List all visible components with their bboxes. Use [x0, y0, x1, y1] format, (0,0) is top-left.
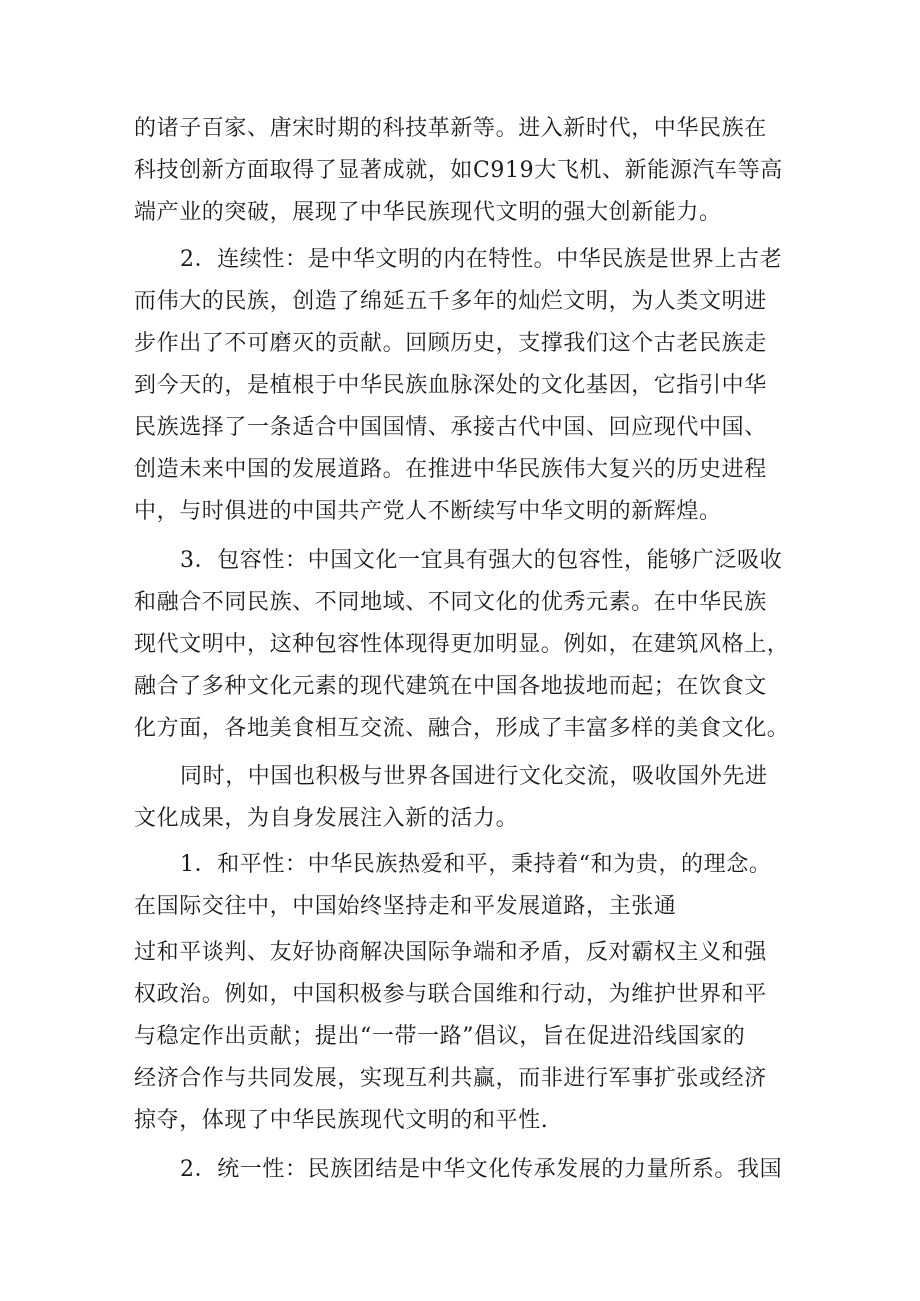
- text-line: 同时，中国也积极与世界各国进行文化交流，吸收国外先进: [180, 764, 768, 789]
- text-line: 中，与时俱进的中国共产党人不断续写中华文明的新辉煌。: [134, 499, 722, 524]
- text-line: 民族选择了一条适合中国国情、承接古代中国、回应现代中国、: [134, 415, 767, 440]
- text-line: 端产业的突破，展现了中华民族现代文明的强大创新能力。: [134, 200, 722, 225]
- text-line: 3．包容性：中国文化一宜具有强大的包容性，能够广泛吸收: [180, 548, 783, 573]
- text-line: 过和平谈判、友好协商解决国际争端和矛盾，反对霸权主义和强: [134, 940, 767, 965]
- text-line: 掠夺，体现了中华民族现代文明的和平性.: [134, 1108, 549, 1133]
- text-line: 文化成果，为自身发展注入新的活力。: [134, 806, 519, 831]
- text-line: 融合了多种文化元素的现代建筑在中国各地拔地而起；在饮食文: [134, 674, 767, 699]
- text-line: 而伟大的民族，创造了绵延五千多年的灿烂文明，为人类文明进: [134, 289, 767, 314]
- text-line: 权政治。例如，中国积极参与联合国维和行动，为维护世界和平: [134, 982, 767, 1007]
- text-line: 2．连续性：是中华文明的内在特性。中华民族是世界上古老: [180, 247, 783, 272]
- text-line: 与稳定作出贡献；提出“一带一路”倡议，旨在促进沿线国家的: [134, 1024, 746, 1049]
- text-line: 2．统一性：民族团结是中华文化传承发展的力量所系。我国: [180, 1157, 783, 1182]
- text-line: 经济合作与共同发展，实现互利共赢，而非进行军事扩张或经济: [134, 1066, 767, 1091]
- text-line: 在国际交往中，中国始终坚持走和平发展道路，主张通: [134, 894, 677, 919]
- text-line: 科技创新方面取得了显著成就，如C919大飞机、新能源汽车等高: [134, 158, 783, 183]
- text-line: 的诸子百家、唐宋时期的科技革新等。进入新时代，中华民族在: [134, 116, 767, 141]
- text-line: 创造未来中国的发展道路。在推进中华民族伟大复兴的历史进程: [134, 457, 767, 482]
- text-line: 步作出了不可磨灭的贡献。回顾历史，支撑我们这个古老民族走: [134, 331, 767, 356]
- text-line: 和融合不同民族、不同地域、不同文化的优秀元素。在中华民族: [134, 590, 767, 615]
- text-line: 1．和平性：中华民族热爱和平，秉持着“和为贵，的理念。: [180, 852, 772, 877]
- text-line: 化方面，各地美食相互交流、融合，形成了丰富多样的美食文化。: [134, 716, 790, 741]
- text-line: 到今天的，是植根于中华民族血脉深处的文化基因，它指引中华: [134, 373, 767, 398]
- text-line: 现代文明中，这种包容性体现得更加明显。例如，在建筑风格上，: [134, 632, 790, 657]
